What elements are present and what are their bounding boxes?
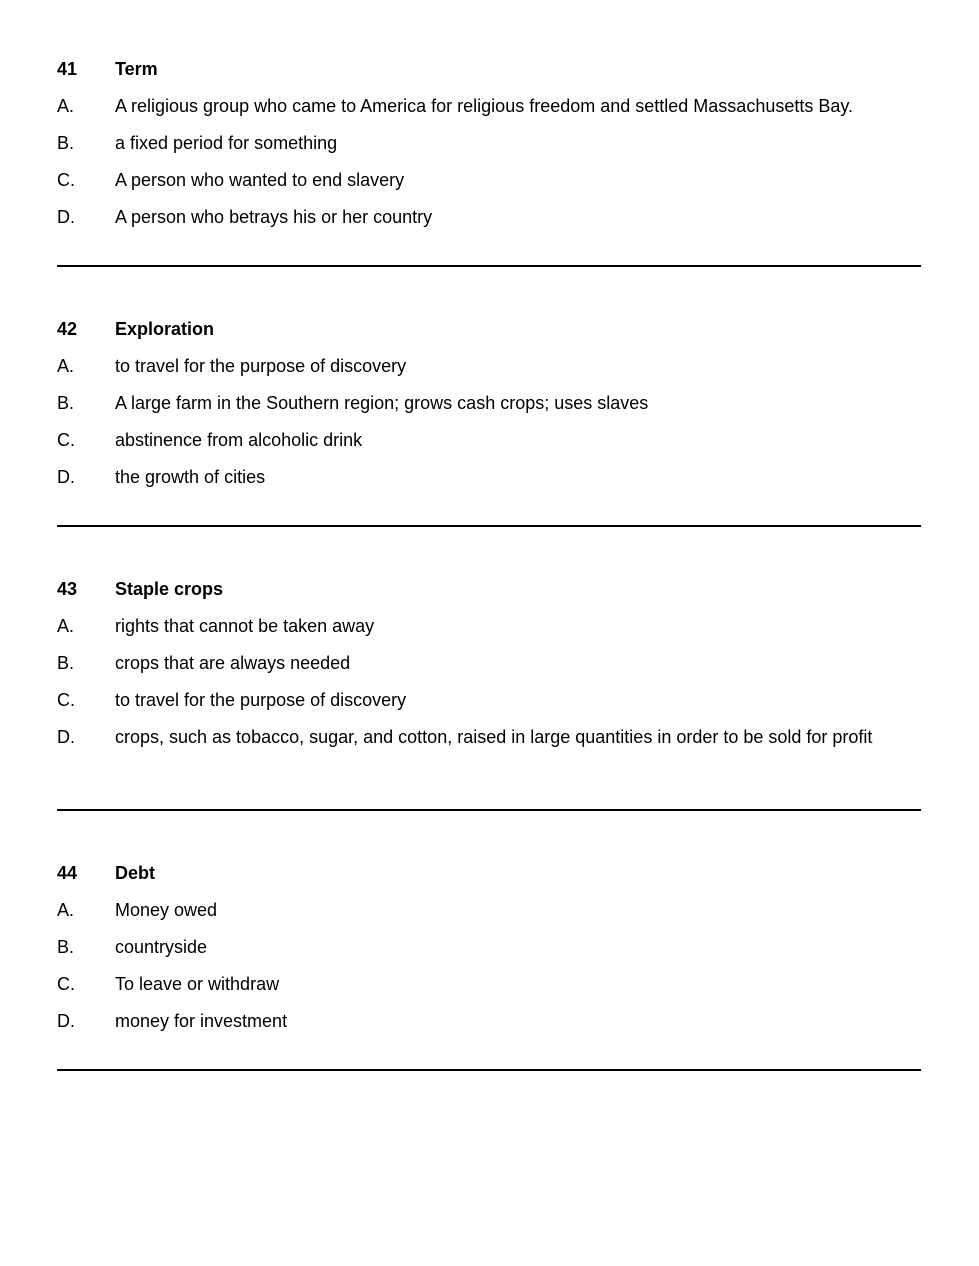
question-term: Staple crops (115, 579, 224, 599)
option-letter: B. (57, 393, 75, 413)
option-letter: C. (57, 430, 75, 450)
option-b[interactable] (57, 651, 921, 675)
option-a[interactable] (57, 94, 921, 118)
option-text: to travel for the purpose of discovery (115, 356, 407, 376)
option-letter: A. (57, 356, 75, 376)
option-text: crops that are always needed (115, 653, 351, 673)
option-text: A religious group who came to America for religious freedom and settled Massachusetts Bay. (115, 96, 854, 116)
question-divider (57, 809, 921, 811)
option-letter: C. (57, 974, 75, 994)
option-text: A person who betrays his or her country (115, 207, 433, 227)
option-letter: D. (57, 467, 75, 487)
question-divider (57, 1069, 921, 1071)
option-letter: C. (57, 170, 75, 190)
option-a[interactable] (57, 898, 921, 922)
question-divider (57, 525, 921, 527)
question-number: 41 (57, 59, 78, 79)
option-letter: B. (57, 937, 75, 957)
option-a[interactable] (57, 614, 921, 638)
option-text: abstinence from alcoholic drink (115, 430, 363, 450)
option-letter: D. (57, 207, 75, 227)
option-letter: D. (57, 727, 75, 747)
option-text: to travel for the purpose of discovery (115, 690, 407, 710)
option-letter: D. (57, 1011, 75, 1031)
option-b[interactable] (57, 391, 921, 415)
option-c[interactable] (57, 972, 921, 996)
option-text: a fixed period for something (115, 133, 338, 153)
option-text: money for investment (115, 1011, 288, 1031)
question-term: Exploration (115, 319, 215, 339)
option-b[interactable] (57, 935, 921, 959)
option-a[interactable] (57, 354, 921, 378)
option-letter: A. (57, 900, 75, 920)
option-d[interactable] (57, 1009, 921, 1033)
option-b[interactable] (57, 131, 921, 155)
option-text: crops, such as tobacco, sugar, and cotton, raised in large quantities in order to be sold for profit (115, 727, 873, 747)
question-term: Term (115, 59, 158, 79)
question-41 (57, 57, 921, 229)
question-divider (57, 265, 921, 267)
option-d[interactable] (57, 725, 921, 749)
option-text: A large farm in the Southern region; grows cash crops; uses slaves (115, 393, 649, 413)
option-text: A person who wanted to end slavery (115, 170, 405, 190)
question-header (57, 317, 921, 341)
option-text: rights that cannot be taken away (115, 616, 375, 636)
question-header (57, 57, 921, 81)
option-c[interactable] (57, 168, 921, 192)
option-text: To leave or withdraw (115, 974, 280, 994)
question-43 (57, 577, 921, 749)
question-44 (57, 861, 921, 1033)
option-c[interactable] (57, 428, 921, 452)
option-text: Money owed (115, 900, 218, 920)
option-text: countryside (115, 937, 208, 957)
question-42 (57, 317, 921, 489)
question-header (57, 577, 921, 601)
option-text: the growth of cities (115, 467, 266, 487)
option-d[interactable] (57, 205, 921, 229)
option-letter: B. (57, 653, 75, 673)
option-letter: C. (57, 690, 75, 710)
question-term: Debt (115, 863, 155, 883)
option-letter: B. (57, 133, 75, 153)
question-number: 42 (57, 319, 78, 339)
question-header (57, 861, 921, 885)
option-c[interactable] (57, 688, 921, 712)
question-number: 44 (57, 863, 78, 883)
option-d[interactable] (57, 465, 921, 489)
option-letter: A. (57, 616, 75, 636)
option-letter: A. (57, 96, 75, 116)
question-number: 43 (57, 579, 78, 599)
